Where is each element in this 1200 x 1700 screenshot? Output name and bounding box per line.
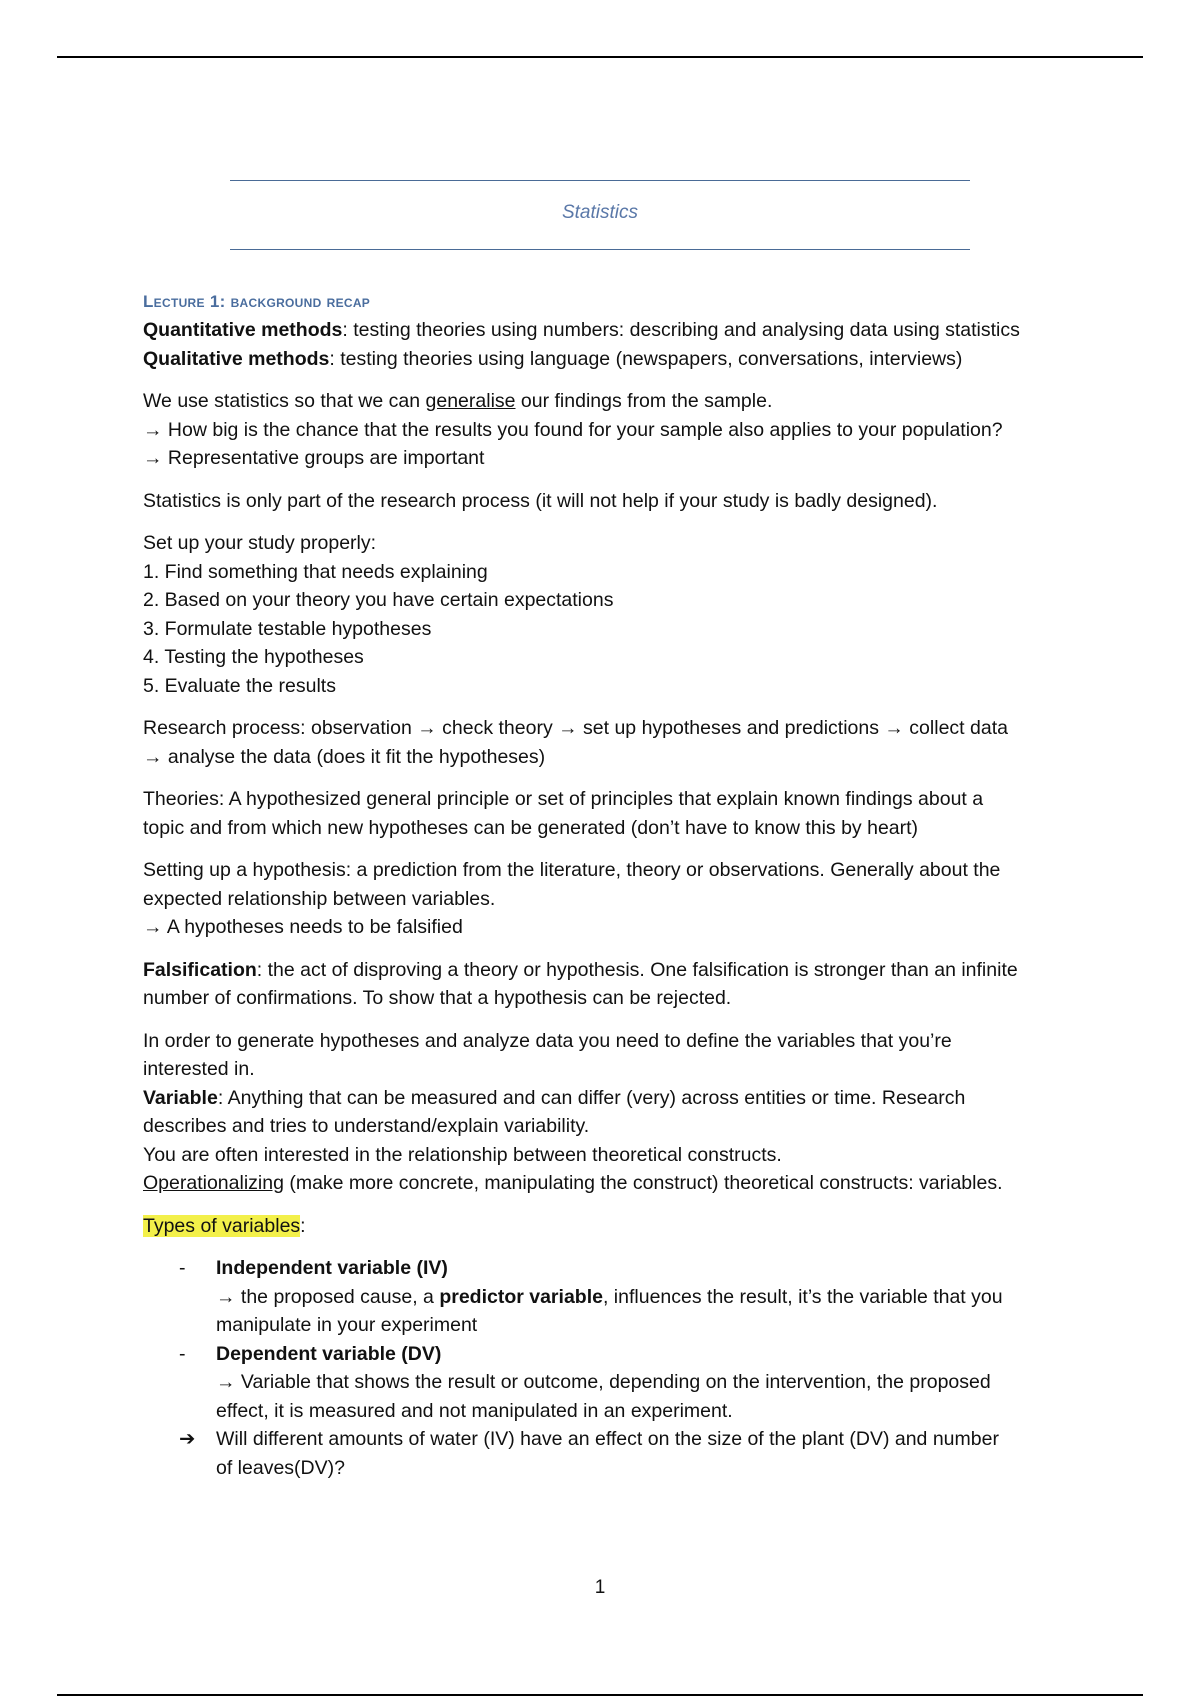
header-rule xyxy=(57,56,1143,58)
lecture-heading: Lecture 1: background recap xyxy=(143,292,371,311)
page-number: 1 xyxy=(594,1577,606,1598)
generalise-line: We use statistics so that we can generalise our findings from the sample. xyxy=(143,390,773,412)
research-process-paragraph: Research process: observation → check theory → set up hypotheses and predictions → collect data → analyse the data (does it fit the hypotheses) xyxy=(143,717,1008,768)
qualitative-line: Qualitative methods: testing theories using language (newspapers, conversations, interviews) xyxy=(143,347,963,370)
list-item: ➔ Will different amounts of water (IV) have an effect on the size of the plant (DV) and number of leaves(DV)? xyxy=(143,1425,1063,1482)
arrow-bullet-icon: ➔ xyxy=(179,1428,196,1450)
falsification-paragraph: Falsification: the act of disproving a theory or hypothesis. One falsification is stronger than an infinite number of confirmations. To show that a hypothesis can be rejected. xyxy=(143,958,1018,1009)
document-body xyxy=(143,288,1063,1482)
setup-paragraph xyxy=(143,529,1063,700)
setup-intro: Set up your study properly: xyxy=(143,532,377,554)
setup-step: 3. Formulate testable hypotheses xyxy=(143,617,432,640)
setup-step: 1. Find something that needs explaining xyxy=(143,560,488,583)
generalise-paragraph xyxy=(143,387,1063,473)
quantitative-line: Quantitative methods: testing theories using numbers: describing and analysing data using statistics xyxy=(143,319,1020,341)
title-rule-top xyxy=(230,180,970,181)
title-rule-bottom xyxy=(230,249,970,250)
variables-paragraph: In order to generate hypotheses and analyze data you need to define the variables that you’re interested in. Variable: Anything that can be measured and can differ (very) across entities or time. Research describes and tries to understand/explain variability. You are often interested in the relationship between theoretical constructs. Operationalizing (make more concrete, manipulating the construct) theoretical constructs: variables. xyxy=(143,1029,1003,1194)
dash-bullet: - xyxy=(179,1257,186,1279)
statistics-part-paragraph: Statistics is only part of the research process (it will not help if your study is badly designed). xyxy=(143,489,938,512)
document-title: Statistics xyxy=(561,202,639,223)
footer-rule xyxy=(57,1694,1143,1696)
theories-paragraph: Theories: A hypothesized general principle or set of principles that explain known findings about a topic and from which new hypotheses can be generated (don’t have to know this by heart) xyxy=(143,788,984,839)
setup-step: 5. Evaluate the results xyxy=(143,674,336,697)
setup-step: 2. Based on your theory you have certain expectations xyxy=(143,589,614,611)
variable-types-list xyxy=(143,1254,1063,1482)
list-item: - Dependent variable (DV) → Variable that shows the result or outcome, depending on the intervention, the proposed effect, it is measured and not manipulated in an experiment. xyxy=(143,1340,1063,1426)
types-of-variables-heading: Types of variables: xyxy=(143,1214,306,1237)
dash-bullet: - xyxy=(179,1342,186,1365)
population-line: → How big is the chance that the results you found for your sample also applies to your population? xyxy=(143,418,1003,441)
setup-step: 4. Testing the hypotheses xyxy=(143,646,364,668)
representative-line: → Representative groups are important xyxy=(143,447,485,469)
list-item: - Independent variable (IV) → the proposed cause, a predictor variable, influences the result, it’s the variable that you manipulate in your experiment xyxy=(143,1254,1063,1340)
hypothesis-paragraph: Setting up a hypothesis: a prediction from the literature, theory or observations. Generally about the expected relationship between variables. → A hypotheses needs to be falsified xyxy=(143,859,1001,938)
methods-paragraph xyxy=(143,316,1063,373)
